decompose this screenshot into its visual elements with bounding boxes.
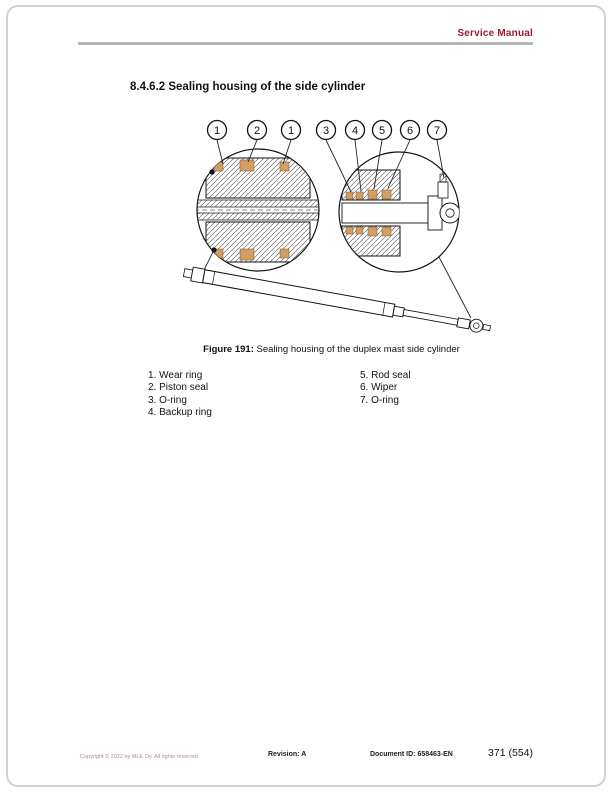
legend-item: 6. Wiper: [360, 382, 398, 394]
callout-balloon-3: [317, 121, 336, 140]
legend-column-right: [360, 370, 411, 407]
callout-balloon-6: [401, 121, 420, 140]
footer-document-id: Document ID: 658463-EN: [370, 751, 453, 758]
section-heading: 8.4.6.2 Sealing housing of the side cylinder: [130, 81, 366, 93]
callout-number: 1: [213, 125, 221, 137]
callout-balloon-2: [248, 121, 267, 140]
header-title: Service Manual: [457, 28, 533, 39]
callout-balloon-1a: [208, 121, 227, 140]
legend-item: 1. Wear ring: [148, 370, 203, 381]
header-rule: [78, 42, 533, 45]
callout-balloons: [208, 121, 447, 140]
callout-number: 5: [378, 125, 386, 137]
figure-label: Figure 191:: [203, 344, 254, 355]
callout-number: 7: [433, 125, 441, 137]
callout-number: 2: [253, 125, 261, 137]
legend-item: 5. Rod seal: [360, 370, 411, 381]
figure-caption: [130, 344, 533, 355]
right-detail-view: [339, 152, 460, 272]
callout-number: 6: [406, 125, 414, 137]
legend-column-left: [148, 370, 212, 420]
callout-balloon-7: [428, 121, 447, 140]
callout-balloon-4: [346, 121, 365, 140]
left-detail-view: [186, 149, 326, 271]
footer-page-number: 371 (554): [488, 747, 533, 759]
callout-number: 4: [351, 125, 359, 137]
legend-item: 3. O-ring: [148, 394, 187, 406]
legend-item: 2. Piston seal: [148, 382, 209, 394]
figure-caption-text: Sealing housing of the duplex mast side cylinder: [256, 344, 460, 355]
legend-item: 7. O-ring: [360, 394, 399, 406]
callout-number: 1: [287, 125, 295, 137]
footer-revision: Revision: A: [268, 751, 307, 758]
footer-copyright: Copyright © 2022 by MLE Oy. All rights reserved.: [80, 754, 200, 760]
callout-balloon-5: [373, 121, 392, 140]
cylinder-drawing: [183, 266, 491, 335]
callout-number: 3: [322, 125, 330, 137]
legend-item: 4. Backup ring: [148, 407, 212, 419]
figure-diagram: [150, 112, 510, 349]
callout-balloon-1b: [282, 121, 301, 140]
